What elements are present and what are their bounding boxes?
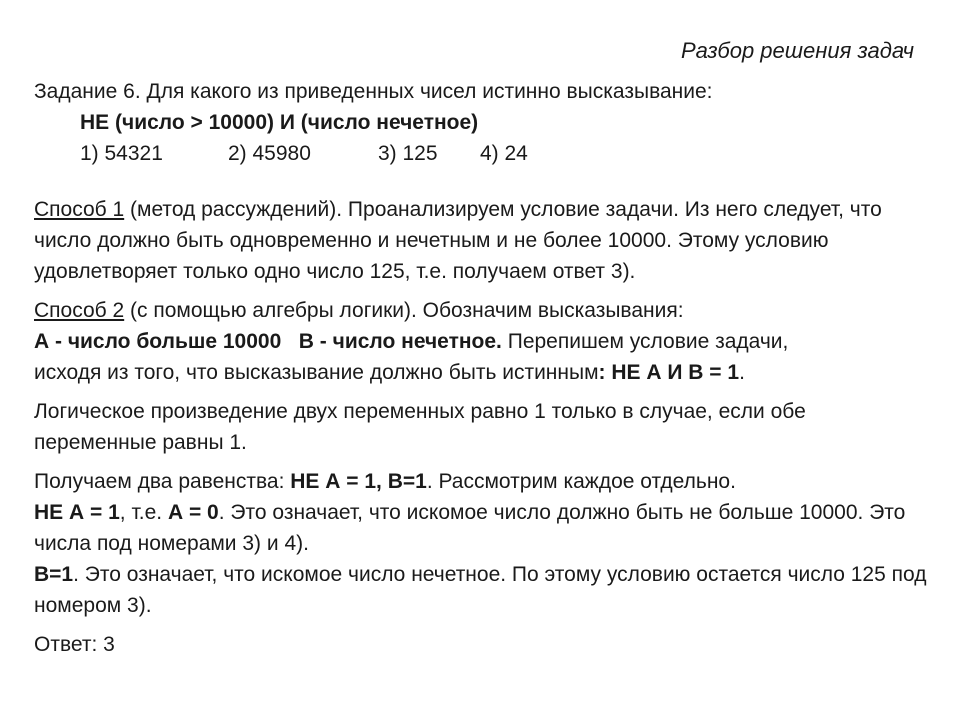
option-2: 2) 45980 [228, 142, 311, 165]
not-a-paragraph [34, 497, 934, 559]
answer: Ответ: 3 [34, 633, 115, 656]
b-paragraph [34, 559, 934, 621]
method1-paragraph [34, 194, 934, 287]
equalities-line [34, 466, 934, 497]
condition-formula: : НЕ А И В = 1 [598, 361, 740, 384]
not-a-mid: , т.е. [119, 501, 168, 524]
option-3: 3) 125 [378, 142, 438, 165]
definition-b: В - число нечетное. [298, 330, 502, 353]
option-4: 4) 24 [480, 142, 528, 165]
task-expression: НЕ (число > 10000) И (число нечетное) [80, 111, 479, 134]
b-explanation: . Это означает, что искомое число нечетное. По этому условию остается число 125 под номером 3). [34, 563, 927, 617]
a-zero-formula: А = 0 [167, 501, 219, 524]
condition-end: . [739, 361, 745, 384]
option-1: 1) 54321 [80, 142, 163, 165]
b-formula: В=1 [34, 563, 74, 586]
equalities-pre: Получаем два равенства: [34, 470, 291, 493]
slide-header: Разбор решения задач [680, 38, 914, 63]
method2-intro-line [34, 295, 934, 326]
method1-label: Способ 1 [34, 198, 125, 221]
task-question: Задание 6. Для какого из приведенных чисел истинно высказывание: [34, 80, 713, 103]
method2-intro: (с помощью алгебры логики). Обозначим высказывания: [124, 299, 684, 322]
definition-separator [281, 330, 299, 353]
definition-a: А - число больше 10000 [34, 330, 282, 353]
task-options [34, 142, 934, 166]
logic-paragraph: Логическое произведение двух переменных равно 1 только в случае, если обе переменные равны 1. [34, 400, 806, 454]
method2-definitions [34, 326, 934, 357]
method2-condition-line [34, 357, 934, 388]
condition-pre: исходя из того, что высказывание должно быть истинным [34, 361, 599, 384]
equalities-formula: НЕ А = 1, В=1 [290, 470, 427, 493]
equalities-post: . Рассмотрим каждое отдельно. [426, 470, 736, 493]
method2-label: Способ 2 [34, 299, 125, 322]
rewrite-text: Перепишем условие задачи, [501, 330, 789, 353]
method1-text: (метод рассуждений). Проанализируем условие задачи. Из него следует, что число должно быть одновременно и нечетным и не более 10000. Этому условию удовлетворяет только одно число 125, т.е. получаем ответ 3). [34, 198, 882, 283]
not-a-explanation: . Это означает, что искомое число должно быть не больше 10000. Это числа под номерами 3) и 4). [34, 501, 906, 555]
slide-content [34, 76, 934, 660]
not-a-formula: НЕ А = 1 [34, 501, 120, 524]
